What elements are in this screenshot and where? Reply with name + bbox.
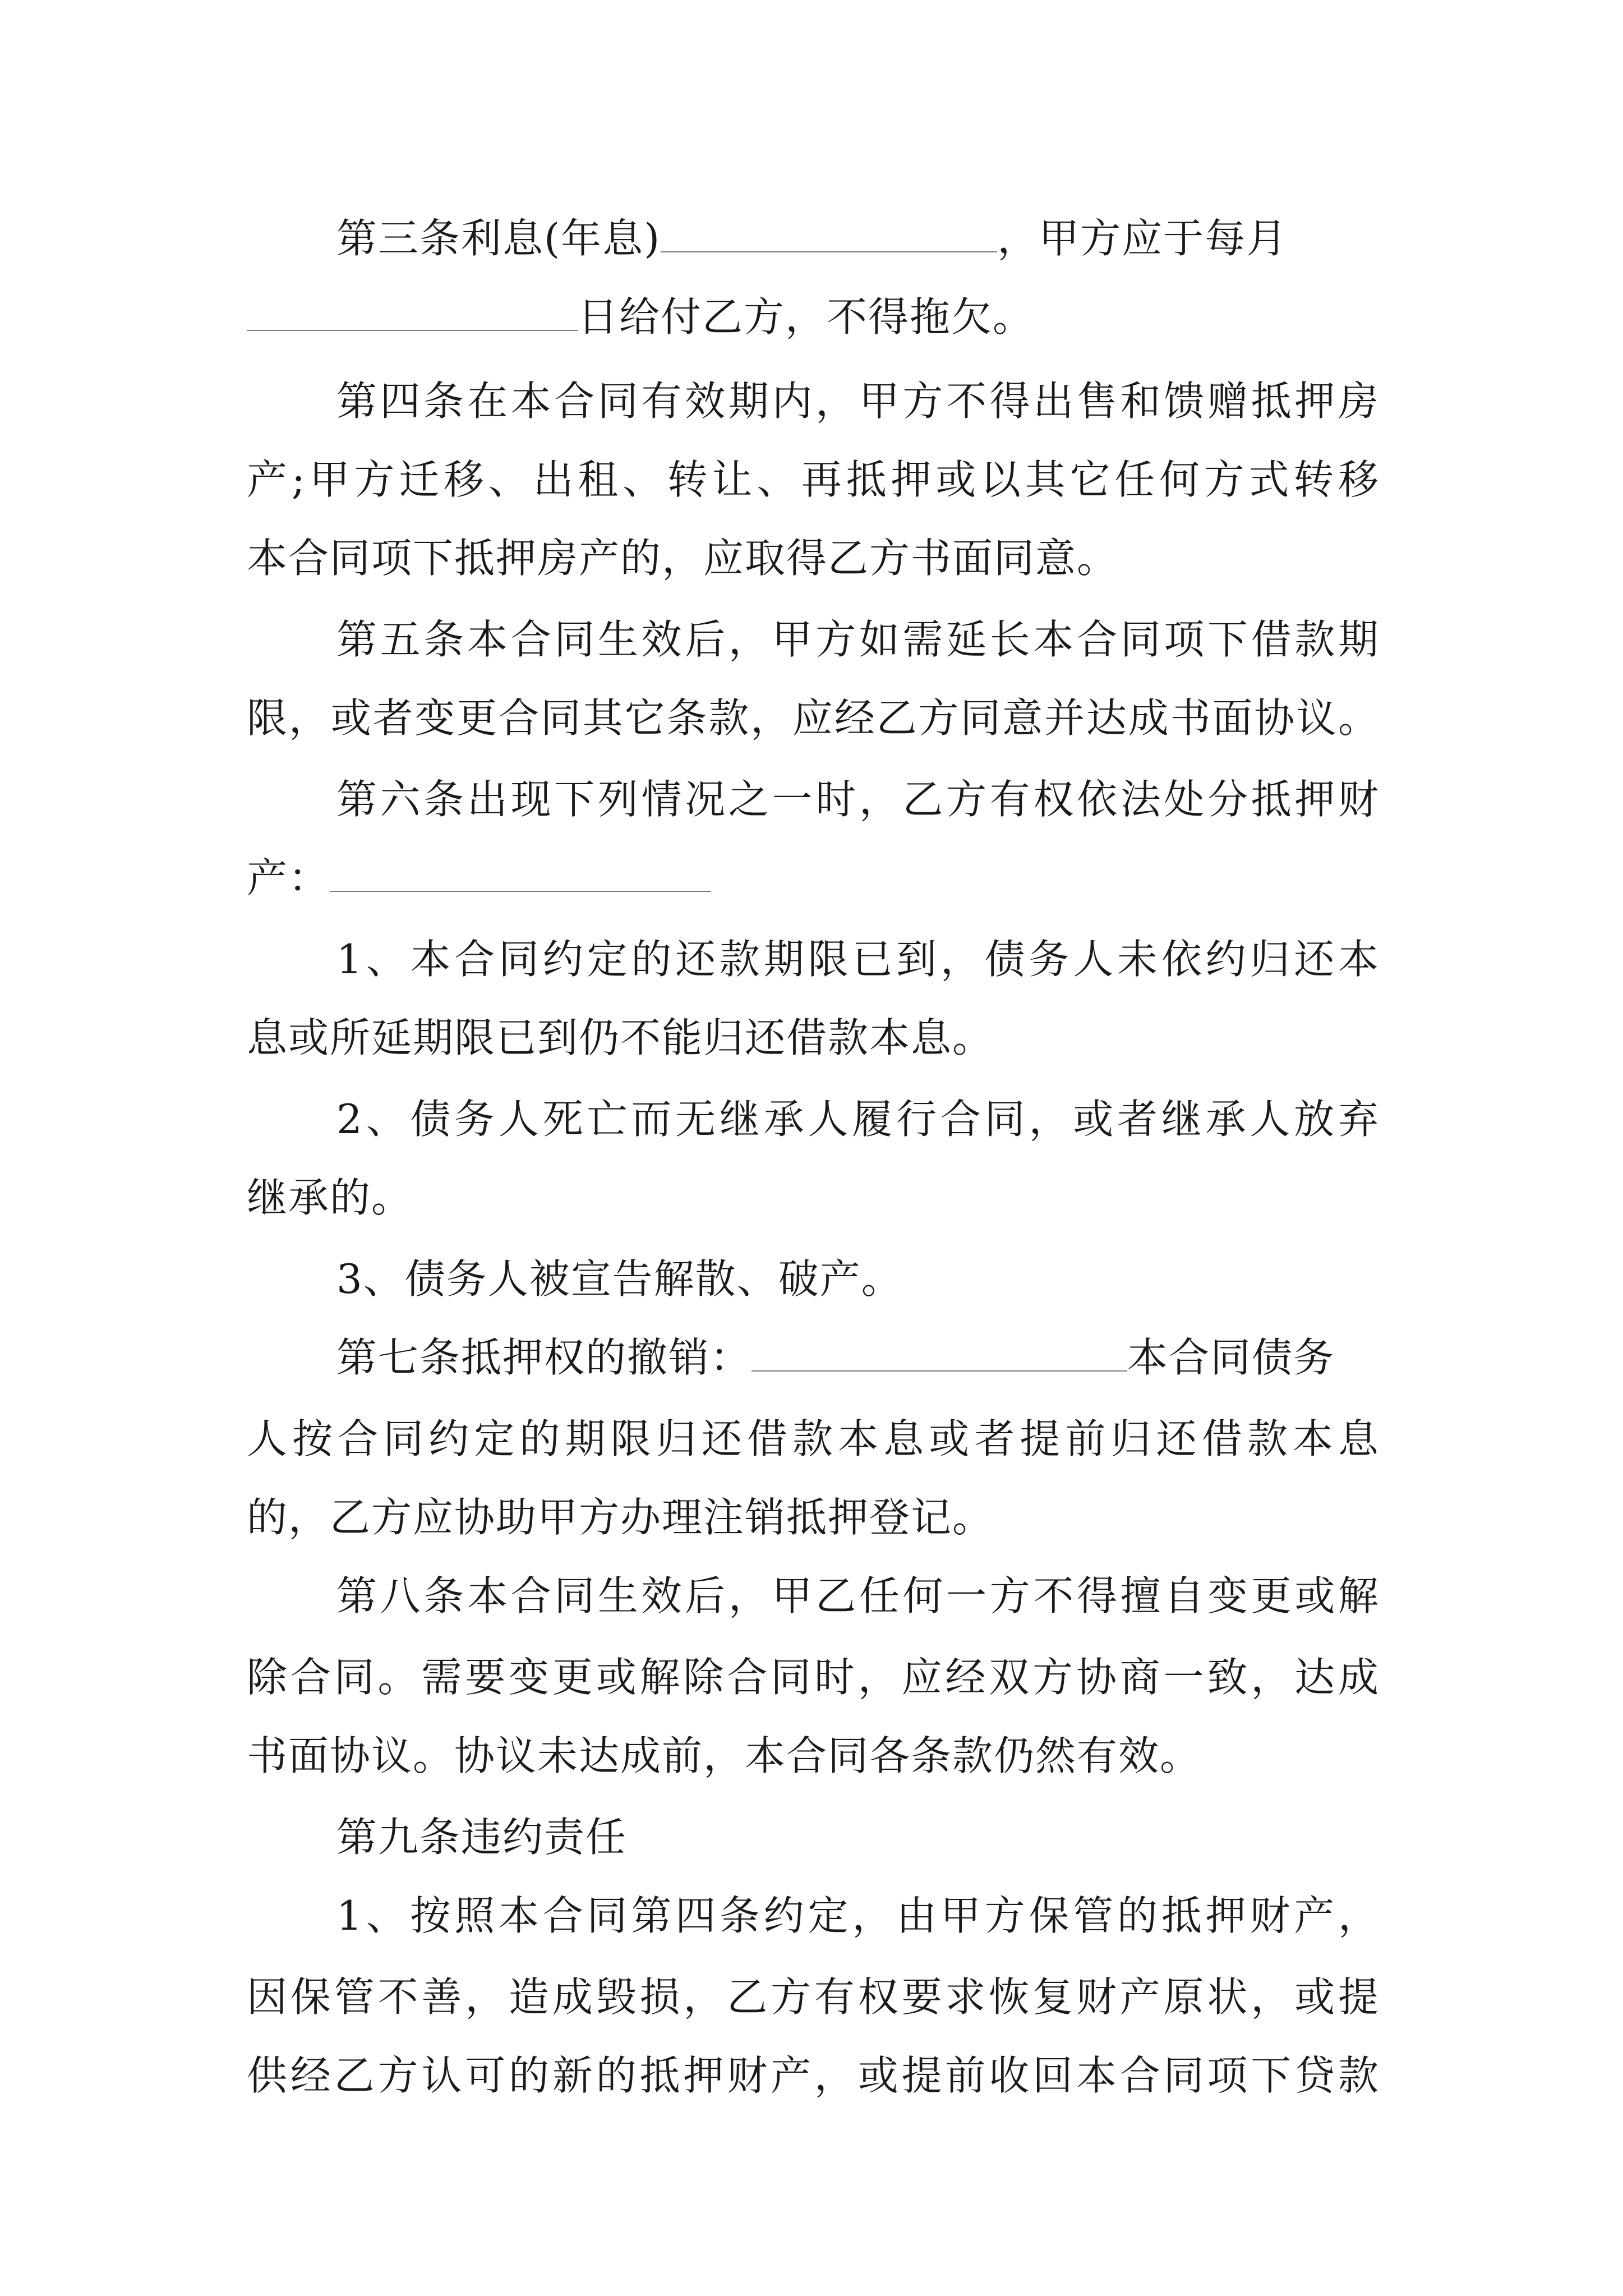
- article-3-line-2: [247, 286, 1034, 348]
- article-6-line-1: 第六条出现下列情况之一时，乙方有权依法处分抵押财: [336, 776, 1380, 823]
- article-9-item-1-line-2: 因保管不善，造成毁损，乙方有权要求恢复财产原状，或提: [247, 1973, 1380, 2021]
- blank-disposal-conditions[interactable]: [330, 855, 711, 892]
- article-6-item-2-line-1: 2、债务人死亡而无继承人履行合同，或者继承人放弃: [336, 1096, 1380, 1143]
- blank-revocation[interactable]: [751, 1335, 1127, 1372]
- article-8-line-1: 第八条本合同生效后，甲乙任何一方不得擅自变更或解: [336, 1572, 1380, 1619]
- article-6-item-2-line-2: 继承的。: [247, 1174, 413, 1221]
- article-4-line-3: 本合同项下抵押房产的，应取得乙方书面同意。: [247, 535, 1119, 582]
- article-3-line-1: [336, 208, 1288, 269]
- text-span: 产：: [247, 854, 330, 901]
- article-9-item-1-line-3: 供经乙方认可的新的抵押财产，或提前收回本合同项下贷款: [247, 2052, 1380, 2099]
- article-6-item-1-line-2: 息或所延期限已到仍不能归还借款本息。: [247, 1014, 994, 1061]
- article-9-item-1-line-1: 1、按照本合同第四条约定，由甲方保管的抵押财产，: [336, 1892, 1380, 1939]
- article-9-heading: 第九条违约责任: [336, 1814, 628, 1861]
- text-span: ，甲方应于每月: [997, 215, 1288, 262]
- article-6-item-3: 3、债务人被宣告解散、破产。: [336, 1255, 903, 1303]
- text-span: 本合同债务: [1127, 1334, 1335, 1381]
- text-span: 日给付乙方，不得拖欠。: [578, 293, 1035, 341]
- article-7-line-2: 人按合同约定的期限归还借款本息或者提前归还借款本息: [247, 1415, 1380, 1462]
- article-5-line-2: 限，或者变更合同其它条款，应经乙方同意并达成书面协议。: [247, 694, 1380, 742]
- blank-payment-day[interactable]: [247, 294, 578, 331]
- article-4-line-1: 第四条在本合同有效期内，甲方不得出售和馈赠抵押房: [336, 378, 1380, 425]
- article-7-line-1: [336, 1327, 1335, 1388]
- text-span: 第七条抵押权的撤销：: [336, 1334, 752, 1381]
- text-span: 第三条利息(年息): [336, 215, 661, 262]
- article-6-line-2: [247, 847, 711, 909]
- article-6-item-1-line-1: 1、本合同约定的还款期限已到，债务人未依约归还本: [336, 936, 1380, 983]
- article-5-line-1: 第五条本合同生效后，甲方如需延长本合同项下借款期: [336, 616, 1380, 663]
- article-8-line-2: 除合同。需要变更或解除合同时，应经双方协商一致，达成: [247, 1654, 1380, 1701]
- article-7-line-3: 的，乙方应协助甲方办理注销抵押登记。: [247, 1494, 994, 1541]
- article-4-line-2: 产;甲方迁移、出租、转让、再抵押或以其它任何方式转移: [247, 456, 1380, 503]
- article-8-line-3: 书面协议。协议未达成前，本合同各条款仍然有效。: [247, 1732, 1202, 1779]
- blank-interest-rate[interactable]: [661, 215, 997, 252]
